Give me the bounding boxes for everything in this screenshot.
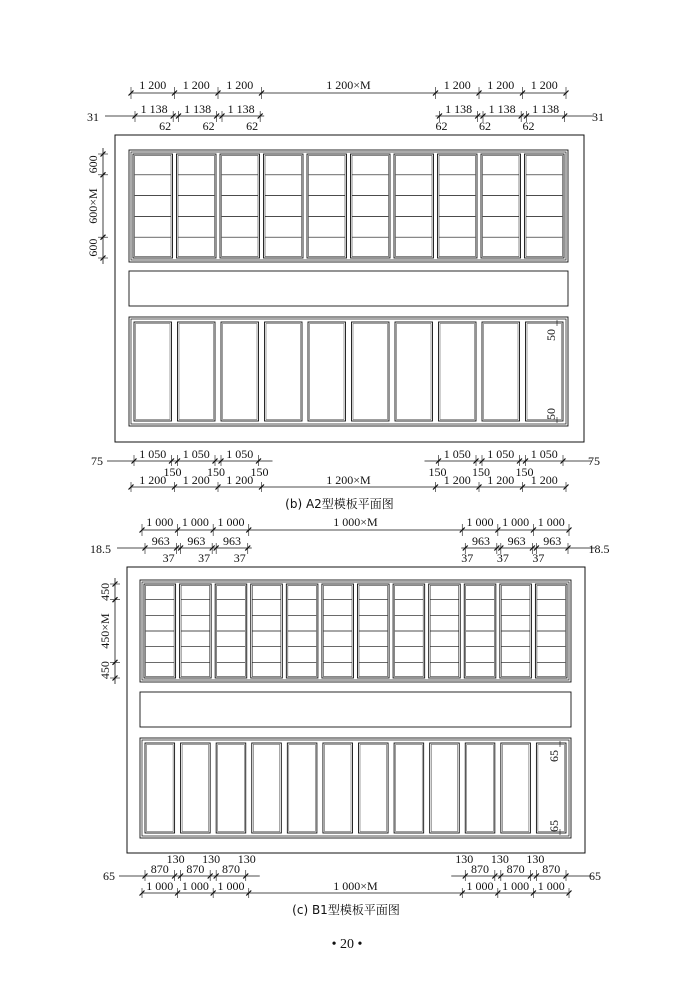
lower-module-cell-inner <box>360 745 387 832</box>
lower-edge-offset-label: 65 <box>103 869 115 883</box>
lower-panel-width-label: 1 050 <box>139 447 167 461</box>
lower-panel-border <box>129 317 568 426</box>
lower-gap-label: 130 <box>237 852 256 866</box>
upper-module-cell-inner <box>439 156 476 257</box>
bottom-dimension-label: 1 200 <box>226 473 254 487</box>
figure-b1-plan <box>90 515 610 917</box>
lower-module-cell <box>181 743 211 833</box>
bottom-dimension-label: 1 000 <box>466 879 494 893</box>
gap-label: 62 <box>479 119 491 133</box>
page-number: • 20 • <box>331 937 363 952</box>
figure-a2-plan <box>86 78 604 511</box>
top-dimension-label: 1 200 <box>443 78 471 92</box>
vertical-dimension-label: 450×M <box>98 613 112 649</box>
panel-width-label: 1 138 <box>227 102 255 116</box>
lower-gap-label: 150 <box>428 465 447 479</box>
figure-caption: (c) B1型模板平面图 <box>292 903 400 917</box>
gap-label: 37 <box>198 551 211 565</box>
lower-module-cell-inner <box>397 324 432 420</box>
lower-gap-label: 150 <box>250 465 269 479</box>
lower-module-cell-inner <box>353 324 388 420</box>
lower-module-cell-inner <box>324 745 351 832</box>
lower-gap-label: 150 <box>515 465 534 479</box>
lower-panel-border <box>140 738 571 838</box>
lower-gap-label: 150 <box>163 465 182 479</box>
lower-module-cell <box>501 743 531 833</box>
lower-module-cell-inner <box>467 745 494 832</box>
lower-module-cell <box>465 743 495 833</box>
lower-module-cell-inner <box>182 745 209 832</box>
upper-module-cell <box>307 154 347 258</box>
lower-gap-label: 130 <box>166 852 185 866</box>
lower-panel-width-label: 1 050 <box>226 447 254 461</box>
top-dimension-label: 1 000 <box>502 515 530 529</box>
panel-width-label: 1 138 <box>488 102 516 116</box>
top-dimension-label: 1 200 <box>487 78 515 92</box>
lower-panel-inner-border <box>142 740 569 836</box>
upper-module-cell-inner <box>352 156 389 257</box>
lower-module-cell <box>287 743 317 833</box>
top-dimension-label: 1 000 <box>181 515 209 529</box>
corner-offset-label: 50 <box>544 329 558 341</box>
lower-panel-width-label: 1 050 <box>182 447 210 461</box>
lower-panel-width-label: 870 <box>150 862 169 876</box>
lower-module-cell <box>216 743 246 833</box>
upper-module-cell <box>525 154 565 258</box>
lower-edge-offset-label: 75 <box>91 454 103 468</box>
bottom-dimension-label: 1 200 <box>487 473 515 487</box>
bottom-dimension-label: 1 200 <box>530 473 558 487</box>
top-dimension-label: 1 000 <box>146 515 174 529</box>
figure-caption: (b) A2型模板平面图 <box>285 497 394 511</box>
lower-gap-label: 150 <box>472 465 490 479</box>
lower-panel-width-label: 870 <box>506 862 525 876</box>
lower-panel-width-label: 870 <box>542 862 561 876</box>
upper-module-cell-inner <box>135 156 172 257</box>
edge-offset-label: 31 <box>87 110 99 124</box>
vertical-dimension-label: 600×M <box>86 188 100 224</box>
bottom-dimension-label: 1 000 <box>146 879 174 893</box>
top-dimension-label: 1 200×M <box>326 78 371 92</box>
panel-width-label: 963 <box>151 534 170 548</box>
lower-module-cell <box>482 322 520 421</box>
upper-module-cell <box>264 154 304 258</box>
lower-module-cell <box>308 322 346 421</box>
gap-label: 37 <box>162 551 175 565</box>
upper-module-cell <box>177 154 217 258</box>
vertical-dimension-label: 450 <box>98 661 112 680</box>
lower-module-cell <box>178 322 216 421</box>
upper-module-cell <box>394 154 434 258</box>
bottom-dimension-label: 1 200 <box>139 473 167 487</box>
upper-module-cell <box>133 154 173 258</box>
lower-module-cell-inner <box>179 324 214 420</box>
lower-module-cell <box>395 322 433 421</box>
bottom-dimension-label: 1 000 <box>217 879 245 893</box>
gap-label: 62 <box>159 119 172 133</box>
lower-gap-label: 130 <box>455 852 474 866</box>
lower-module-cell <box>359 743 389 833</box>
upper-module-cell <box>220 154 260 258</box>
vertical-dimension-label: 600 <box>86 238 100 257</box>
upper-module-cell <box>351 154 391 258</box>
lower-panel-width-label: 1 050 <box>487 447 515 461</box>
panel-width-label: 1 138 <box>532 102 560 116</box>
upper-module-cell-inner <box>483 156 520 257</box>
corner-offset-label: 65 <box>547 820 561 832</box>
top-dimension-label: 1 200 <box>530 78 558 92</box>
lower-panel-width-label: 1 050 <box>443 447 471 461</box>
lower-module-cell-inner <box>484 324 519 420</box>
upper-module-cell-inner <box>396 156 433 257</box>
gap-label: 62 <box>435 119 448 133</box>
lower-module-cell-inner <box>440 324 475 420</box>
lower-module-cell <box>323 743 353 833</box>
panel-width-label: 1 138 <box>184 102 212 116</box>
panel-width-label: 963 <box>222 534 241 548</box>
lower-module-cell <box>352 322 390 421</box>
panel-width-label: 963 <box>472 534 491 548</box>
outer-frame <box>127 567 585 853</box>
lower-module-cell <box>145 743 175 833</box>
top-dimension-label: 1 000 <box>466 515 494 529</box>
bottom-dimension-label: 1 200 <box>182 473 210 487</box>
lower-module-cell-inner <box>218 745 245 832</box>
lower-module-cell-inner <box>266 324 301 420</box>
panel-width-label: 963 <box>543 534 562 548</box>
lower-panel-inner-border <box>131 319 566 424</box>
edge-offset-label: 31 <box>592 110 604 124</box>
lower-module-cell <box>265 322 303 421</box>
lower-panel-width-label: 1 050 <box>530 447 558 461</box>
lower-module-cell <box>134 322 172 421</box>
gap-label: 37 <box>496 551 509 565</box>
outer-frame <box>115 135 584 442</box>
lower-module-cell <box>221 322 259 421</box>
bottom-dimension-label: 1 000 <box>502 879 530 893</box>
vertical-dimension-label: 450 <box>98 582 112 601</box>
upper-module-cell <box>438 154 478 258</box>
top-dimension-label: 1 000×M <box>333 515 378 529</box>
lower-gap-label: 130 <box>490 852 509 866</box>
lower-module-cell-inner <box>223 324 258 420</box>
gap-label: 62 <box>246 119 259 133</box>
top-dimension-label: 1 200 <box>139 78 167 92</box>
lower-panel-width-label: 870 <box>471 862 490 876</box>
lower-module-cell-inner <box>431 745 458 832</box>
panel-width-label: 963 <box>187 534 206 548</box>
upper-module-cell-inner <box>309 156 346 257</box>
upper-panel-inner-border <box>131 152 566 260</box>
bottom-dimension-label: 1 000 <box>181 879 209 893</box>
bottom-dimension-label: 1 200 <box>443 473 471 487</box>
gap-label: 62 <box>202 119 215 133</box>
lower-module-cell-inner <box>396 745 423 832</box>
lower-panel-width-label: 870 <box>221 862 240 876</box>
panel-width-label: 963 <box>507 534 526 548</box>
lower-module-cell <box>252 743 282 833</box>
vertical-dimension-label: 600 <box>86 155 100 174</box>
lower-module-cell-inner <box>310 324 345 420</box>
edge-offset-label: 18.5 <box>588 542 610 556</box>
middle-strip <box>140 692 571 727</box>
upper-module-cell-inner <box>265 156 302 257</box>
bottom-dimension-label: 1 200×M <box>326 473 371 487</box>
lower-panel-width-label: 870 <box>186 862 205 876</box>
gap-label: 37 <box>233 551 246 565</box>
edge-offset-label: 18.5 <box>90 542 111 556</box>
upper-module-cell-inner <box>526 156 563 257</box>
lower-module-cell <box>394 743 424 833</box>
lower-gap-label: 130 <box>202 852 221 866</box>
gap-label: 62 <box>522 119 535 133</box>
panel-width-label: 1 138 <box>140 102 168 116</box>
lower-gap-label: 150 <box>207 465 225 479</box>
bottom-dimension-label: 1 000×M <box>333 879 378 893</box>
lower-module-cell-inner <box>289 745 316 832</box>
gap-label: 37 <box>461 551 474 565</box>
lower-module-cell-inner <box>502 745 529 832</box>
bottom-dimension-label: 1 000 <box>537 879 565 893</box>
lower-module-cell <box>430 743 460 833</box>
upper-module-cell <box>481 154 521 258</box>
upper-module-cell-inner <box>178 156 215 257</box>
top-dimension-label: 1 000 <box>217 515 245 529</box>
top-dimension-label: 1 200 <box>182 78 210 92</box>
lower-edge-offset-label: 75 <box>588 454 600 468</box>
middle-strip <box>129 271 568 306</box>
top-dimension-label: 1 000 <box>537 515 565 529</box>
lower-gap-label: 130 <box>526 852 545 866</box>
lower-module-cell <box>439 322 477 421</box>
upper-panel-border <box>129 150 568 262</box>
corner-offset-label: 65 <box>547 750 561 762</box>
corner-offset-label: 50 <box>544 408 558 420</box>
lower-module-cell-inner <box>136 324 171 420</box>
panel-width-label: 1 138 <box>445 102 473 116</box>
upper-module-cell-inner <box>222 156 259 257</box>
lower-module-cell-inner <box>253 745 280 832</box>
lower-edge-offset-label: 65 <box>589 869 601 883</box>
lower-module-cell-inner <box>147 745 174 832</box>
top-dimension-label: 1 200 <box>226 78 254 92</box>
gap-label: 37 <box>532 551 545 565</box>
